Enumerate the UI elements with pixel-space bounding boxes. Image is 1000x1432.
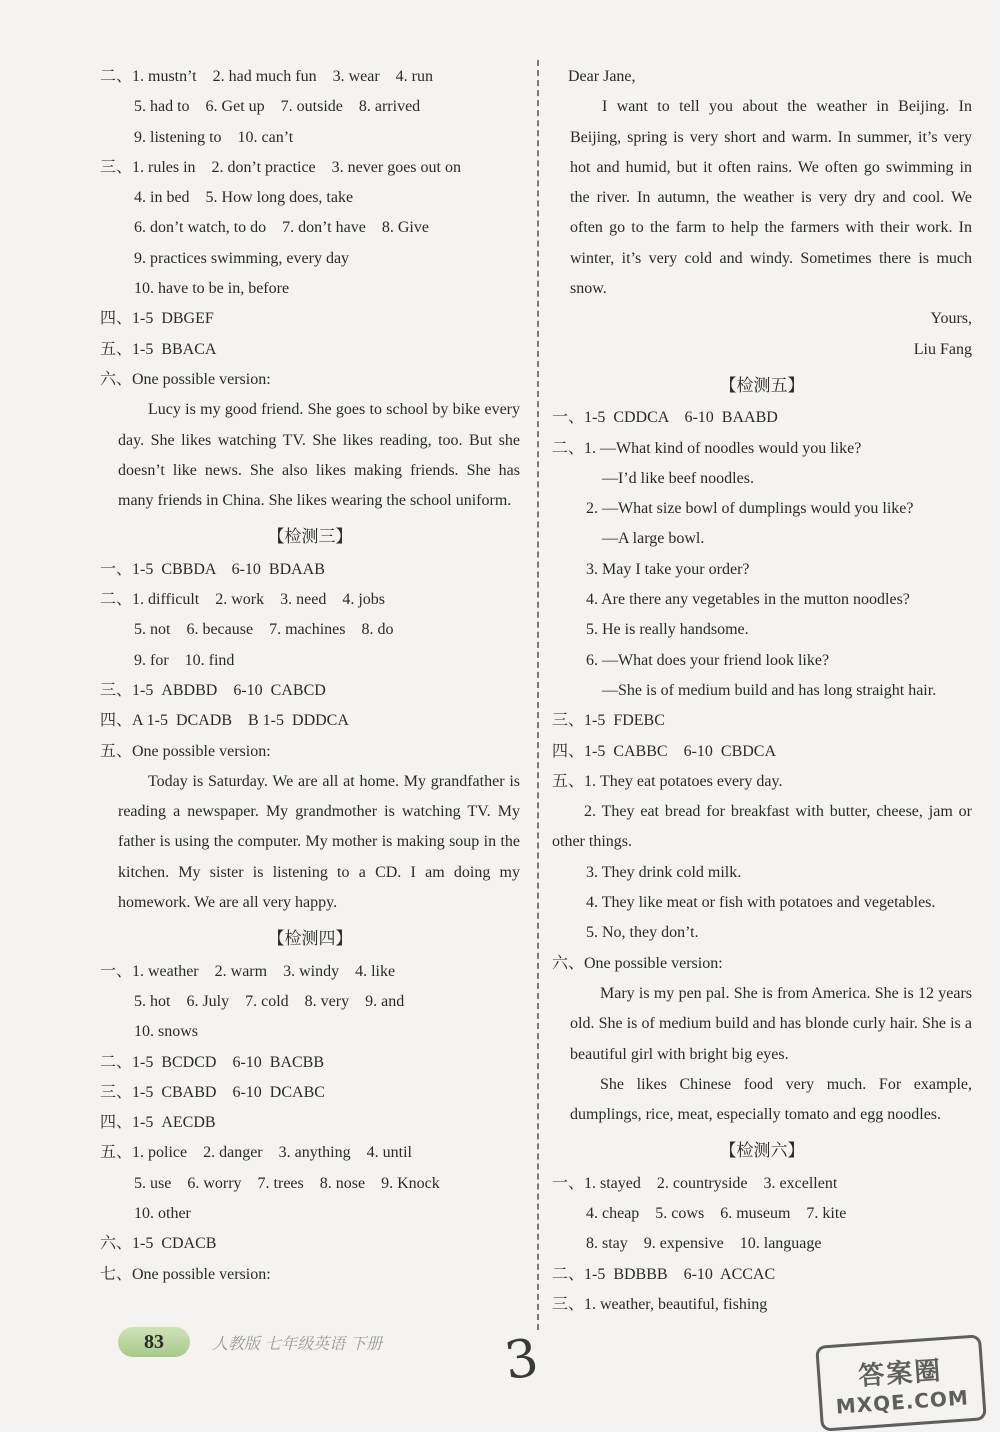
answer-line: 一、1-5 CDDCA 6-10 BAABD (552, 409, 778, 427)
letter-closing: Yours, (930, 310, 972, 328)
sample-essay: Mary is my pen pal. She is from America. She is 12 years old. She is of medium build and has blonde curly hair. She is a beautiful girl with bright big eyes. (570, 984, 972, 1063)
page-footer (118, 1326, 382, 1358)
letter-body: I want to tell you about the weather in Beijing. In Beijing, spring is very short and warm. In summer, it’s very hot and humid, but it often rains. We often go swimming in the river. In autumn, the weather is very dry and cool. We often go to the farm to help the farmers with their work. In winter, it’s very cold and windy. Sometimes there is much snow. (570, 98, 972, 298)
answer-line: 四、1-5 CABBC 6-10 CBDCA (552, 742, 777, 760)
handwritten-mark: 3 (500, 1327, 543, 1393)
answer-line: 一、1. stayed 2. countryside 3. excellent (552, 1174, 838, 1192)
answer-line: 5. No, they don’t. (586, 924, 699, 942)
section-heading: 【检测六】 (719, 1141, 805, 1162)
answer-line: 一、1. weather 2. warm 3. windy 4. like (100, 962, 396, 980)
answer-line: 五、One possible version: (100, 742, 271, 760)
answer-line: 五、1. police 2. danger 3. anything 4. until (100, 1144, 412, 1162)
answer-line: 4. in bed 5. How long does, take (134, 189, 354, 207)
answer-line: 三、1-5 FDEBC (552, 712, 665, 730)
answer-line: 四、1-5 AECDB (100, 1114, 216, 1132)
answer-line: 二、1-5 BCDCD 6-10 BACBB (100, 1053, 325, 1071)
sample-essay: Today is Saturday. We are all at home. My grandfather is reading a newspaper. My grandmother is watching TV. My father is using the computer. My mother is making soup in the kitchen. My sister is listening to a CD. I am doing my homework. We are all very happy. (118, 772, 520, 912)
answer-line: 6. —What does your friend look like? (586, 651, 830, 669)
book-label: 人教版 七年级英语 下册 (212, 1333, 383, 1353)
answer-line: 9. practices swimming, every day (134, 249, 350, 267)
left-column (100, 62, 520, 1290)
answer-line: 六、One possible version: (552, 954, 723, 972)
answer-line: 5. use 6. worry 7. trees 8. nose 9. Knock (134, 1174, 440, 1192)
answer-line: 5. had to 6. Get up 7. outside 8. arrived (134, 98, 421, 116)
answer-line: —A large bowl. (602, 530, 705, 548)
column-divider (537, 60, 539, 1330)
letter-signature: Liu Fang (913, 340, 972, 358)
answer-line: 4. cheap 5. cows 6. museum 7. kite (586, 1204, 847, 1222)
answer-line: 10. snows (134, 1023, 199, 1041)
answer-line: 2. They eat bread for breakfast with butter, cheese, jam or other things. (552, 803, 972, 851)
answer-line: 5. hot 6. July 7. cold 8. very 9. and (134, 992, 405, 1010)
answer-line: 五、1. They eat potatoes every day. (552, 772, 783, 790)
watermark-title: 答案圈 (857, 1355, 944, 1392)
answer-line: 10. other (134, 1204, 191, 1222)
answer-line: 5. He is really handsome. (586, 621, 749, 639)
watermark-logo (815, 1334, 987, 1431)
right-column (552, 62, 972, 1320)
answer-line: 8. stay 9. expensive 10. language (586, 1235, 822, 1253)
answer-line: 四、A 1-5 DCADB B 1-5 DDDCA (100, 712, 349, 730)
answer-line: 4. Are there any vegetables in the mutton noodles? (586, 591, 910, 609)
section-heading: 【检测四】 (267, 929, 353, 950)
answer-line: 二、1-5 BDBBB 6-10 ACCAC (552, 1265, 776, 1283)
section-heading: 【检测三】 (267, 527, 353, 548)
answer-line: 二、1. difficult 2. work 3. need 4. jobs (100, 591, 386, 609)
letter-greeting: Dear Jane, (568, 68, 636, 85)
answer-line: 三、1. weather, beautiful, fishing (552, 1295, 768, 1313)
answer-line: 七、One possible version: (100, 1265, 271, 1283)
answer-line: 6. don’t watch, to do 7. don’t have 8. Give (134, 219, 429, 237)
section-heading: 【检测五】 (719, 375, 805, 396)
page-number: 83 (118, 1327, 190, 1357)
answer-line: 3. They drink cold milk. (586, 863, 742, 881)
answer-line: 二、1. —What kind of noodles would you like? (552, 439, 862, 457)
answer-line: —She is of medium build and has long straight hair. (602, 681, 937, 699)
answer-line: 三、1. rules in 2. don’t practice 3. never goes out on (100, 158, 461, 176)
answer-line: 六、1-5 CDACB (100, 1235, 217, 1253)
answer-line: 四、1-5 DBGEF (100, 310, 214, 328)
sample-essay: Lucy is my good friend. She goes to school by bike every day. She likes watching TV. She likes reading, too. But she doesn’t like news. She also likes making friends. She has many friends in China. She likes wearing the school uniform. (118, 401, 520, 510)
answer-line: 三、1-5 CBABD 6-10 DCABC (100, 1083, 325, 1101)
answer-line: 3. May I take your order? (586, 560, 750, 578)
answer-line: 六、One possible version: (100, 370, 271, 388)
answer-line: —I’d like beef noodles. (602, 469, 754, 487)
watermark-url: MXQE.COM (835, 1384, 970, 1419)
answer-line: 5. not 6. because 7. machines 8. do (134, 621, 394, 639)
answer-line: 2. —What size bowl of dumplings would you like? (586, 500, 914, 518)
answer-line: 4. They like meat or fish with potatoes and vegetables. (586, 894, 936, 912)
answer-line: 9. listening to 10. can’t (134, 128, 294, 146)
answer-line: 10. have to be in, before (134, 280, 290, 298)
answer-line: 9. for 10. find (134, 651, 235, 669)
answer-line: 三、1-5 ABDBD 6-10 CABCD (100, 681, 326, 699)
answer-line: 五、1-5 BBACA (100, 340, 217, 358)
sample-essay: She likes Chinese food very much. For example, dumplings, rice, meat, especially tomato and egg noodles. (570, 1075, 972, 1124)
answer-line: 二、1. mustn’t 2. had much fun 3. wear 4. run (100, 68, 433, 85)
answer-line: 一、1-5 CBBDA 6-10 BDAAB (100, 560, 325, 578)
